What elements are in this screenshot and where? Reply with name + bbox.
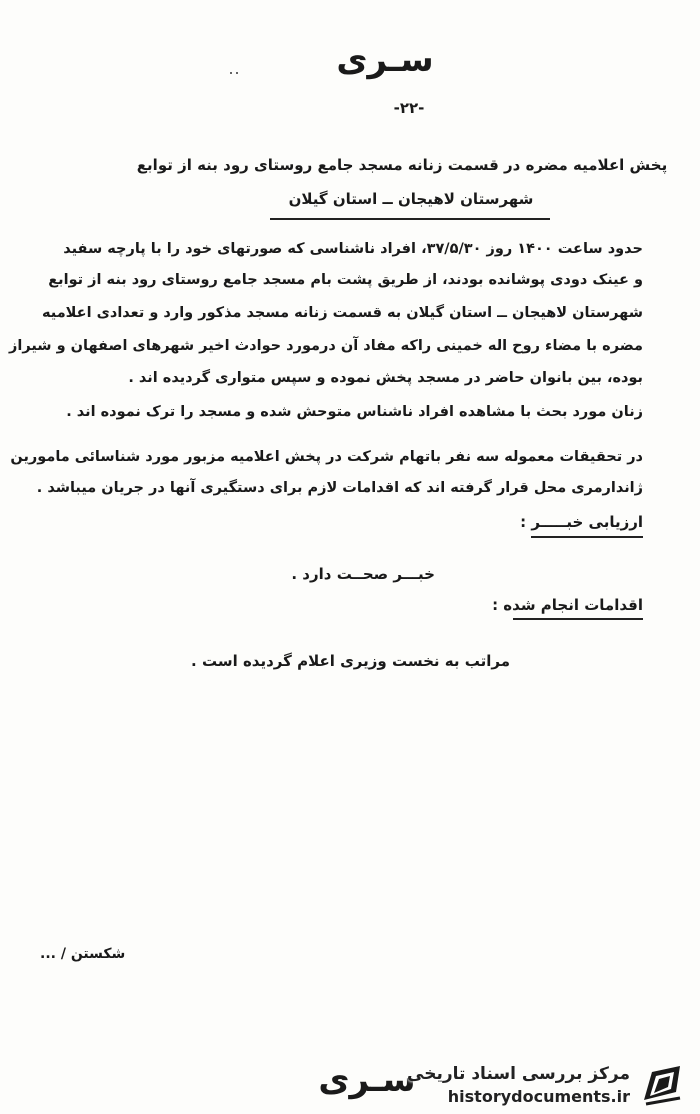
evaluation-value: خبـــر صحــت دارد . xyxy=(291,565,435,583)
body-line: ژاندارمری محل قرار گرفته اند که اقدامات لازم برای دستگیری آنها در جریان میباشد . xyxy=(36,480,643,496)
actions-value: مراتب به نخست وزیری اعلام گردیده است . xyxy=(191,652,510,670)
body-line: بوده، بین بانوان حاضر در مسجد پخش نموده و سپس متواری گردیده اند . xyxy=(128,370,643,386)
document-title-line-1: پخش اعلامیه مضره در قسمت زنانه مسجد جامع روستای رود بنه از توابع xyxy=(136,156,668,174)
page-number: -۲۲- xyxy=(393,99,425,117)
archive-logo-icon xyxy=(640,1062,686,1108)
classification-top: سـری xyxy=(336,40,434,80)
body-line: در تحقیقات معموله سه نفر باتهام شرکت در پخش اعلامیه مزبور مورد شناسائی مامورین xyxy=(10,449,643,465)
archive-watermark xyxy=(407,1060,692,1110)
archive-name: مرکز بررسی اسناد تاریخی xyxy=(407,1064,630,1084)
actions-label: اقدامات انجام شده : xyxy=(492,596,643,614)
evaluation-underline xyxy=(531,536,643,538)
footer-reference: شکستن / ... xyxy=(40,946,126,962)
body-line: و عینک دودی پوشانده بودند، از طریق پشت بام مسجد جامع روستای رود بنه از توابع xyxy=(48,272,643,288)
document-title-line-2: شهرستان لاهیجان ــ استان گیلان xyxy=(288,190,534,208)
scan-speck xyxy=(230,72,232,74)
actions-underline xyxy=(513,618,643,620)
title-underline xyxy=(270,218,550,220)
scan-speck xyxy=(236,72,238,74)
body-line: زنان مورد بحث با مشاهده افراد ناشناس متوحش شده و مسجد را ترک نموده اند . xyxy=(66,404,643,420)
body-line: شهرستان لاهیجان ــ استان گیلان به قسمت زنانه مسجد مذکور وارد و تعدادی اعلامیه xyxy=(41,305,643,321)
body-line: مضره با مضاء روح اله خمینی راکه مفاد آن درمورد حوادث اخیر شهرهای اصفهان و شیراز xyxy=(9,338,643,354)
archive-url: historydocuments.ir xyxy=(447,1087,630,1106)
classification-bottom: سـری xyxy=(318,1060,416,1100)
evaluation-label: ارزیابی خبـــــر : xyxy=(520,513,643,531)
body-line: حدود ساعت ۱۴۰۰ روز ۳۷/۵/۳۰، افراد ناشناسی که صورتهای خود را با پارچه سفید xyxy=(63,241,643,257)
